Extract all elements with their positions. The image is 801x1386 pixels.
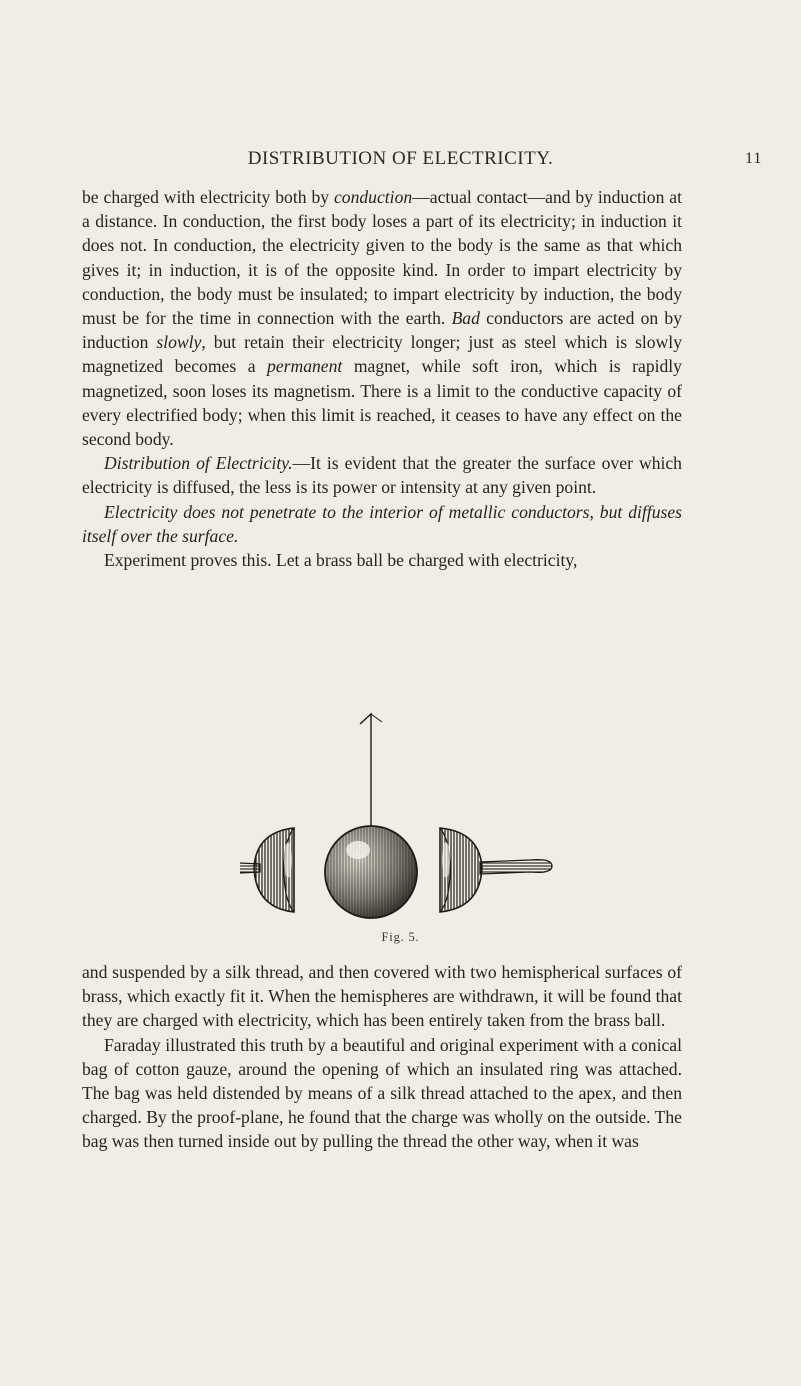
text-run: conductors are acted on by induction xyxy=(82,308,683,353)
paragraph-hemispheres: and suspended by a silk thread, and then covered with two hemispherical surfaces of brass, which exactly fit it. When the hemispheres are withdrawn, it will be found that they are charged with electricity, which has been entirely taken from the brass ball. xyxy=(82,962,682,1031)
right-hemisphere xyxy=(440,828,552,912)
paragraph-principle xyxy=(82,500,682,548)
text-run: Experiment proves this. Let a brass ball be charged with electricity, xyxy=(104,550,578,571)
emphasis-bad: Bad xyxy=(451,308,480,329)
emphasis-permanent: permanent xyxy=(267,356,343,377)
page-number: 11 xyxy=(745,150,763,167)
text-run: magnet, while soft iron, which is rapidly magnetized, soon loses its magnetism. There is a limit to the conductive capacity of every electrified body; when this limit is reached, it ceases to have any effect on the second body. xyxy=(82,356,682,450)
hemispheres-engraving xyxy=(240,700,560,956)
principle-statement: Electricity does not penetrate to the interior of metallic conductors, but diffuses itself over the surface. xyxy=(82,501,682,546)
brass-ball xyxy=(325,826,417,918)
paragraph-conduction-induction xyxy=(82,185,682,451)
figure-caption: Fig. 5. xyxy=(381,930,420,944)
suspension-thread xyxy=(360,714,371,826)
paragraph-experiment xyxy=(82,548,682,572)
figure-hemispheres-illustration xyxy=(240,700,560,956)
section-heading-distribution: Distribution of Electricity. xyxy=(104,453,293,474)
paragraph-faraday: Faraday illustrated this truth by a beautiful and original experiment with a conical bag of cotton gauze, around the opening of which an insulated ring was attached. The bag was held distended by means of a silk thread attached to the apex, and then charged. By the proof-plane, he found that the charge was wholly on the outside. The bag was then turned inside out by pulling the thread the other way, when it was xyxy=(82,1034,682,1152)
running-header: DISTRIBUTION OF ELECTRICITY. xyxy=(247,148,554,169)
text-run: , but retain their electricity longer; just as steel which is slowly magnetized becomes a xyxy=(82,332,682,377)
left-hemisphere xyxy=(240,828,294,912)
lower-text-block xyxy=(82,960,682,1154)
upper-text-block xyxy=(82,185,682,572)
emphasis-conduction: conduction xyxy=(333,187,413,207)
paragraph-distribution xyxy=(82,451,682,499)
text-run: —actual contact—and by induction at a distance. In conduction, the first body loses a part of its electricity; in induction it does not. In conduction, the electricity given to the body is the same as that which gives it; in induction, it is of the opposite kind. In order to impart electricity by conduction, the body must be insulated; to impart electricity by induction, the body must be for the time in connection with the earth. xyxy=(82,187,682,329)
text-run: —It is evident that the greater the surface over which electricity is diffused, the less is its power or intensity at any given point. xyxy=(82,453,682,498)
text-run: be charged with electricity both by xyxy=(82,187,334,207)
emphasis-slowly: slowly xyxy=(156,332,202,353)
